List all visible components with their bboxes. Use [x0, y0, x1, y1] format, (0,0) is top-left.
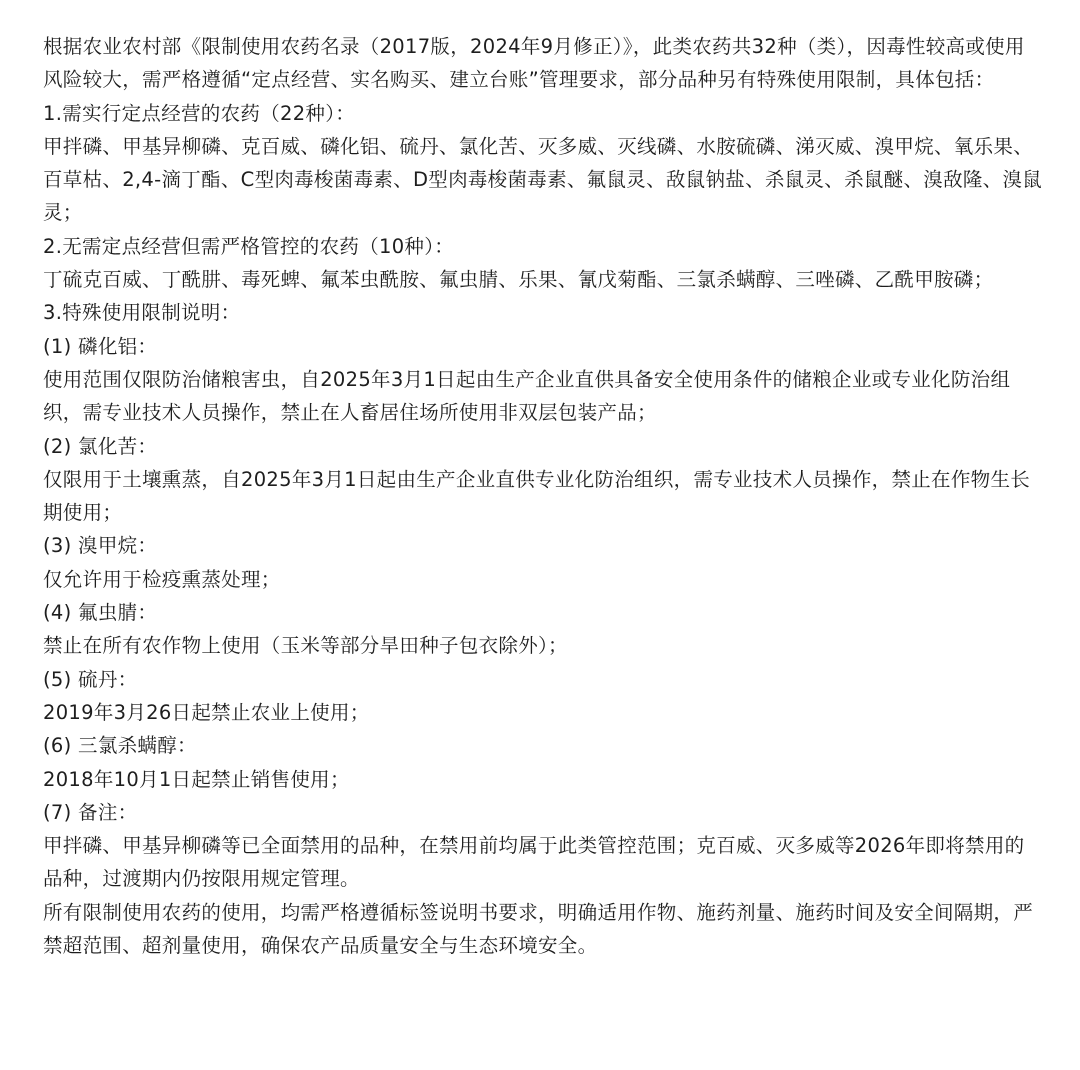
section-heading-special: 3.特殊使用限制说明：: [43, 301, 241, 325]
note-heading-chloropicrin: (2) 氯化苦：: [43, 434, 158, 458]
note-heading-dicofol: (6) 三氯杀螨醇：: [43, 734, 197, 758]
note-body-chloropicrin: 仅限用于土壤熏蒸，自2025年3月1日起由生产企业直供专业化防治组织，需专业技术人员操作，禁止在作物生长期使用；: [43, 467, 1031, 525]
note-body-remarks: 甲拌磷、甲基异柳磷等已全面禁用的品种，在禁用前均属于此类管控范围；克百威、灭多威等2026年即将禁用的品种，过渡期内仍按限用规定管理。: [43, 834, 1025, 891]
note-heading-remarks: (7) 备注：: [43, 800, 138, 824]
closing-paragraph: 所有限制使用农药的使用，均需严格遵循标签说明书要求，明确适用作物、施药剂量、施药时间及安全间隔期，严禁超范围、超剂量使用，确保农产品质量安全与生态环境安全。: [43, 900, 1034, 958]
section-body-designated: 甲拌磷、甲基异柳磷、克百威、磷化铝、硫丹、氯化苦、灭多威、灭线磷、水胺硫磷、涕灭威、溴甲烷、氧乐果、百草枯、2,4-滴丁酯、C型肉毒梭菌毒素、D型肉毒梭菌毒素、氟鼠灵、敌鼠钠盐、杀鼠灵、杀鼠醚、溴敌隆、溴鼠灵；: [43, 134, 1043, 225]
section-heading-designated: 1.需实行定点经营的农药（22种）：: [43, 101, 356, 125]
section-heading-controlled: 2.无需定点经营但需严格管控的农药（10种）：: [43, 234, 455, 258]
note-body-dicofol: 2018年10月1日起禁止销售使用；: [43, 767, 350, 791]
note-body-methyl-bromide: 仅允许用于检疫熏蒸处理；: [43, 567, 281, 591]
note-body-endosulfan: 2019年3月26日起禁止农业上使用；: [43, 700, 370, 724]
intro-paragraph: 根据农业农村部《限制使用农药名录（2017版，2024年9月修正）》，此类农药共32种（类），因毒性较高或使用风险较大，需严格遵循“定点经营、实名购买、建立台账”管理要求，部分品种另有特殊使用限制，具体包括：: [43, 35, 1025, 92]
note-heading-aluminium-phosphide: (1) 磷化铝：: [43, 334, 158, 358]
document-body: [43, 30, 1043, 962]
note-body-aluminium-phosphide: 使用范围仅限防治储粮害虫，自2025年3月1日起由生产企业直供具备安全使用条件的储粮企业或专业化防治组织，需专业技术人员操作，禁止在人畜居住场所使用非双层包装产品；: [43, 367, 1011, 425]
note-body-fipronil: 禁止在所有农作物上使用（玉米等部分旱田种子包衣除外）；: [43, 634, 568, 658]
note-heading-endosulfan: (5) 硫丹：: [43, 667, 138, 691]
section-body-controlled: 丁硫克百威、丁酰肼、毒死蜱、氟苯虫酰胺、氟虫腈、乐果、氰戊菊酯、三氯杀螨醇、三唑磷、乙酰甲胺磷；: [43, 268, 994, 292]
note-heading-fipronil: (4) 氟虫腈：: [43, 601, 158, 625]
note-heading-methyl-bromide: (3) 溴甲烷：: [43, 534, 158, 558]
